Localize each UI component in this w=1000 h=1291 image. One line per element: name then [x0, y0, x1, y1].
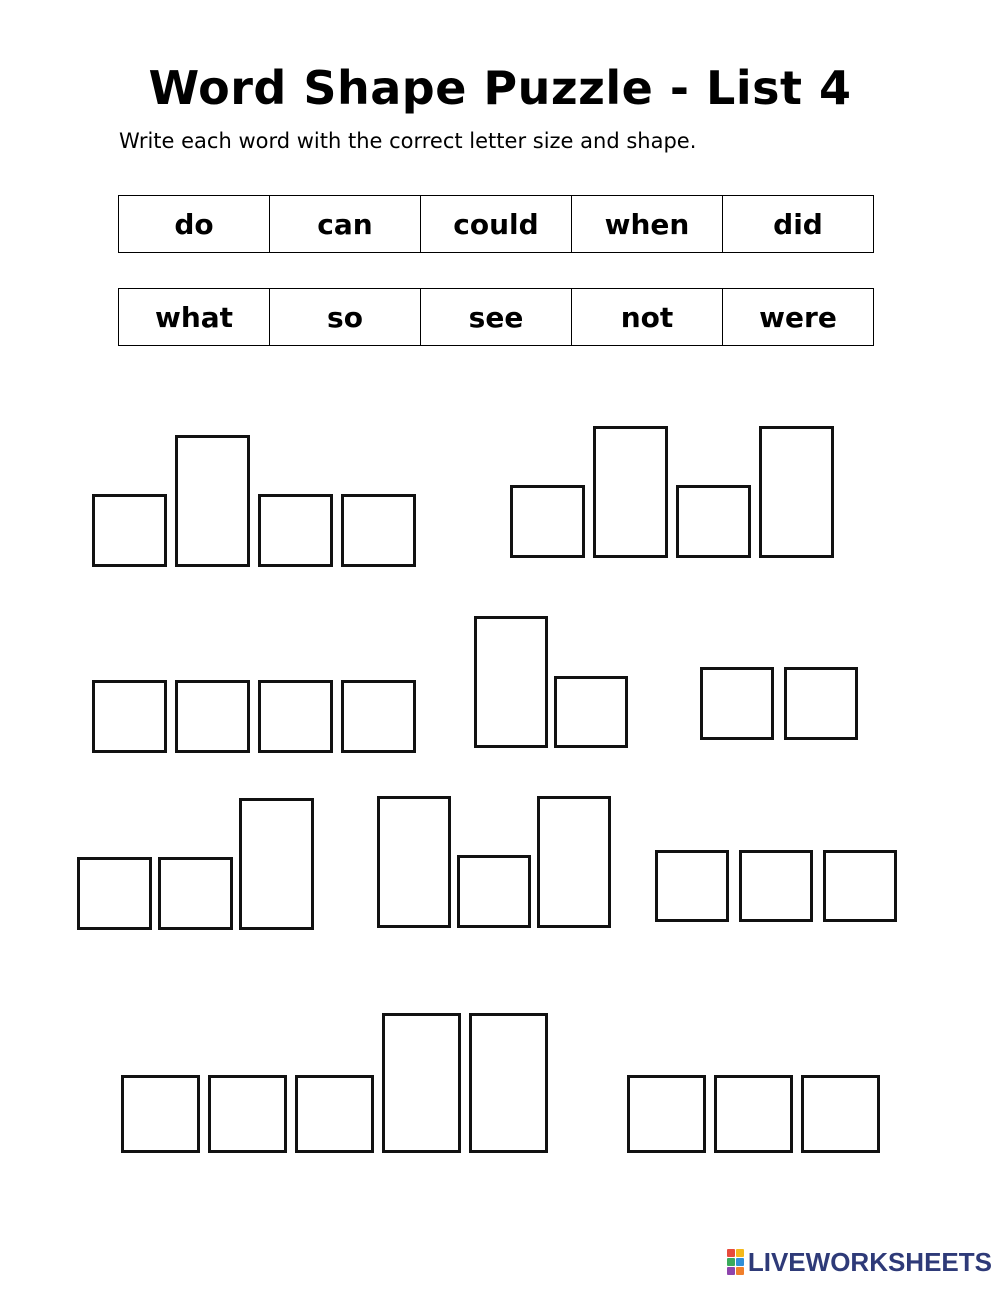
short-letter-box[interactable]	[457, 855, 531, 928]
word-bank-cell: when	[572, 196, 723, 253]
word-bank-cell: do	[119, 196, 270, 253]
short-letter-box[interactable]	[158, 857, 233, 930]
short-letter-box[interactable]	[92, 680, 167, 753]
tall-letter-box[interactable]	[377, 796, 451, 928]
short-letter-box[interactable]	[77, 857, 152, 930]
short-letter-box[interactable]	[208, 1075, 287, 1153]
tall-letter-box[interactable]	[759, 426, 834, 558]
word-bank-cell: see	[421, 289, 572, 346]
short-letter-box[interactable]	[295, 1075, 374, 1153]
short-letter-box[interactable]	[823, 850, 897, 922]
short-letter-box[interactable]	[510, 485, 585, 558]
word-bank-cell: can	[270, 196, 421, 253]
short-letter-box[interactable]	[341, 680, 416, 753]
short-letter-box[interactable]	[258, 494, 333, 567]
short-letter-box[interactable]	[739, 850, 813, 922]
word-bank-cell: so	[270, 289, 421, 346]
short-letter-box[interactable]	[784, 667, 858, 740]
tall-letter-box[interactable]	[474, 616, 548, 748]
short-letter-box[interactable]	[92, 494, 167, 567]
short-letter-box[interactable]	[700, 667, 774, 740]
short-letter-box[interactable]	[175, 680, 250, 753]
word-bank-cell: could	[421, 196, 572, 253]
tall-letter-box[interactable]	[239, 798, 314, 930]
short-letter-box[interactable]	[554, 676, 628, 748]
tall-letter-box[interactable]	[537, 796, 611, 928]
liveworksheets-logo	[727, 1247, 992, 1277]
tall-letter-box[interactable]	[175, 435, 250, 567]
short-letter-box[interactable]	[341, 494, 416, 567]
tall-letter-box[interactable]	[382, 1013, 461, 1153]
logo-icon	[727, 1249, 744, 1275]
short-letter-box[interactable]	[627, 1075, 706, 1153]
short-letter-box[interactable]	[121, 1075, 200, 1153]
tall-letter-box[interactable]	[593, 426, 668, 558]
short-letter-box[interactable]	[676, 485, 751, 558]
tall-letter-box[interactable]	[469, 1013, 548, 1153]
logo-text: LIVEWORKSHEETS	[747, 1247, 992, 1277]
short-letter-box[interactable]	[801, 1075, 880, 1153]
word-bank-cell: not	[572, 289, 723, 346]
page-title: Word Shape Puzzle - List 4	[148, 61, 852, 115]
short-letter-box[interactable]	[714, 1075, 793, 1153]
word-bank-cell: were	[723, 289, 874, 346]
short-letter-box[interactable]	[655, 850, 729, 922]
instructions-text: Write each word with the correct letter size and shape.	[119, 129, 697, 153]
word-bank-cell: what	[119, 289, 270, 346]
word-bank-cell: did	[723, 196, 874, 253]
short-letter-box[interactable]	[258, 680, 333, 753]
